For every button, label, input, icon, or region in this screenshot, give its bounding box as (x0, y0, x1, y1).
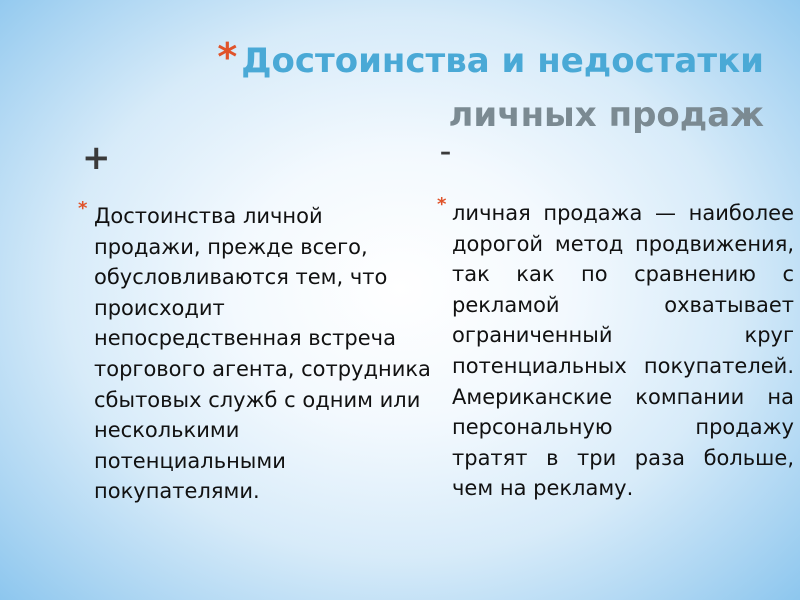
disadvantages-minus-sign: – (440, 140, 451, 165)
disadvantages-text: личная продажа — наиболее дорогой метод продвижения, так как по сравнению с рекламой охватывает ограниченный круг потенциальных покупателей. Американские компании на персональную продажу тратят в три раза больше, чем на рекламу. (452, 201, 794, 501)
disadvantages-bullet-star: * (437, 194, 447, 215)
advantages-bullet-star: * (78, 198, 88, 219)
advantages-text: Достоинства личной продажи, прежде всего, обусловливаются тем, что происходит непосредственная встреча торгового агента, сотрудника сбытовых служб с одним или несколькими потенциальными покупателями. (94, 204, 431, 504)
advantages-plus-sign: + (82, 138, 111, 178)
title-line-1: Достоинства и недостатки (241, 41, 764, 81)
title-bullet-star: * (217, 35, 238, 79)
slide-title (217, 34, 764, 142)
title-line-2: личных продаж (448, 95, 764, 135)
